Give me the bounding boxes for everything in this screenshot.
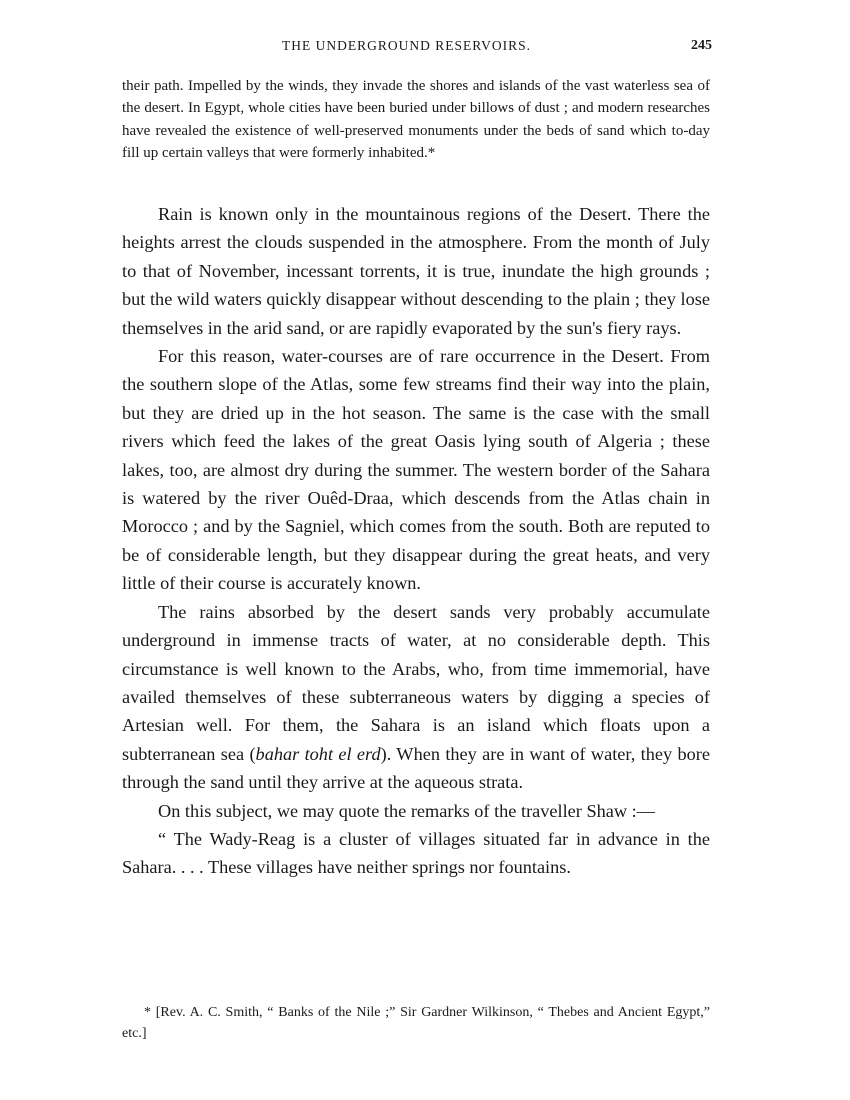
paragraph-shaw-intro: On this subject, we may quote the remarks of the traveller Shaw :—: [158, 800, 656, 821]
paragraph-text: The rains absorbed by the desert sands very probably accumulate underground in immense tracts of water, at no considerable depth. This circumstance is well known to the Arabs, who, from time immemorial, have availed themselves of these subterraneous waters by digging a species of Artesian well. For them, the Sahara is an island which floats upon a subterranean sea (: [122, 601, 710, 764]
paragraph-rain: Rain is known only in the mountainous regions of the Desert. There the heights arrest the clouds suspended in the atmosphere. From the month of July to that of November, incessant torrents, it is true, inundate the high grounds ; but the wild waters quickly disappear without descending to the plain ; they lose themselves in the arid sand, or are rapidly evaporated by the sun's fiery rays.: [122, 204, 710, 338]
paragraph-text: ). When they are in want of water, they bore through the sand until they arrive at the aqueous strata.: [122, 743, 710, 793]
footnote: * [Rev. A. C. Smith, “ Banks of the Nile ;” Sir Gardner Wilkinson, “ Thebes and Ancient Egypt,” etc.]: [122, 1005, 710, 1041]
paragraph-quotation: “ The Wady-Reag is a cluster of villages situated far in advance in the Sahara. . . . These villages have neither springs nor fountains.: [122, 828, 710, 878]
paragraph-underground-water: [122, 598, 710, 797]
italic-phrase: bahar toht el erd: [255, 743, 381, 764]
main-text: [122, 200, 710, 882]
paragraph-water-courses: For this reason, water-courses are of rare occurrence in the Desert. From the southern slope of the Atlas, some few streams find their way into the plain, but they are dried up in the hot season. The same is the case with the small rivers which feed the lakes of the great Oasis lying south of Algeria ; these lakes, too, are almost dry during the summer. The western border of the Sahara is watered by the river Ouêd-Draa, which descends from the Atlas chain in Morocco ; and by the Sagniel, which comes from the south. Both are reputed to be of considerable length, but they disappear during the great heats, and very little of their course is accurately known.: [122, 346, 710, 594]
running-header: [122, 36, 712, 60]
running-title: THE UNDERGROUND RESERVOIRS.: [282, 38, 532, 53]
continued-paragraph: their path. Impelled by the winds, they invade the shores and islands of the vast waterless sea of the desert. In Egypt, whole cities have been buried under billows of dust ; and modern researches have revealed the existence of well-preserved monuments under the beds of sand which to-day fill up certain valleys that were formerly inhabited.*: [122, 78, 710, 162]
page-number: 245: [691, 38, 712, 53]
